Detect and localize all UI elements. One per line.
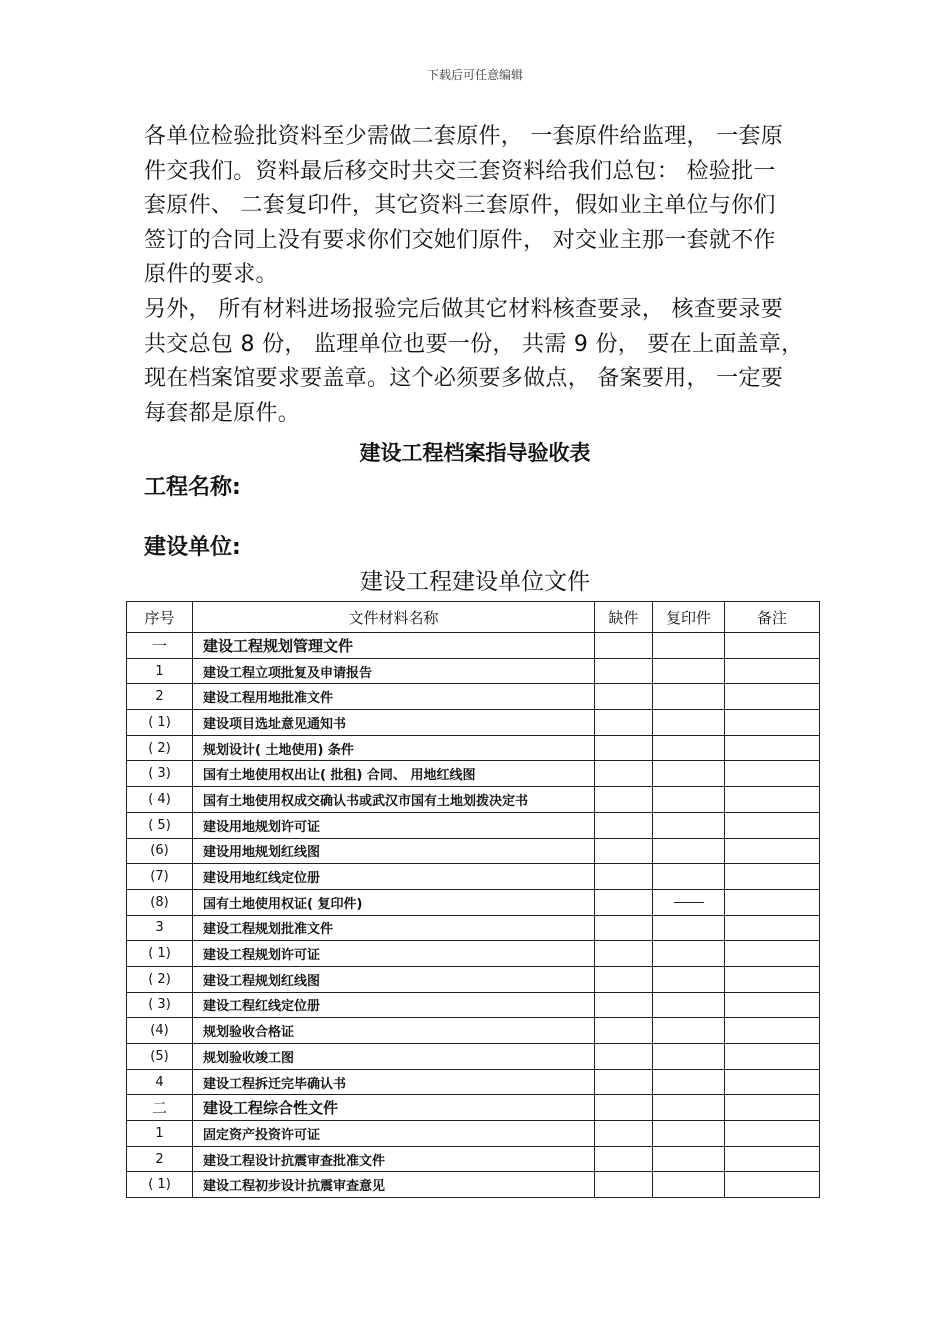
document-name-cell: 规划验收合格证 bbox=[193, 1018, 595, 1044]
serial-cell: (5) bbox=[127, 1044, 193, 1070]
serial-cell: 二 bbox=[127, 1095, 193, 1121]
document-name-cell: 建设工程设计抗震审查批准文件 bbox=[193, 1146, 595, 1172]
missing-cell bbox=[595, 812, 653, 838]
serial-cell: ( 2) bbox=[127, 735, 193, 761]
document-name-cell: 固定资产投资许可证 bbox=[193, 1121, 595, 1147]
missing-cell bbox=[595, 889, 653, 915]
copy-cell bbox=[653, 1018, 725, 1044]
header-copy: 复印件 bbox=[653, 602, 725, 633]
remarks-cell bbox=[725, 966, 820, 992]
remarks-cell bbox=[725, 1095, 820, 1121]
missing-cell bbox=[595, 992, 653, 1018]
missing-cell bbox=[595, 1069, 653, 1095]
project-name-field: 工程名称: bbox=[144, 475, 241, 500]
remarks-cell bbox=[725, 684, 820, 710]
document-name-cell: 建设工程用地批准文件 bbox=[193, 684, 595, 710]
remarks-cell bbox=[725, 1121, 820, 1147]
paragraph-2 bbox=[144, 293, 814, 431]
table-header-row bbox=[127, 602, 820, 633]
paragraph-1-line: 套原件、 二套复印件，其它资料三套原件，假如业主单位与你们 bbox=[144, 193, 776, 219]
remarks-cell bbox=[725, 761, 820, 787]
serial-cell: ( 3) bbox=[127, 992, 193, 1018]
missing-cell bbox=[595, 633, 653, 659]
paragraph-1-line: 签订的合同上没有要求你们交她们原件， 对交业主那一套就不作 bbox=[144, 227, 776, 253]
document-name-cell: 建设工程规划红线图 bbox=[193, 966, 595, 992]
owner-unit-field: 建设单位: bbox=[144, 535, 241, 560]
document-name-cell: 建设工程规划许可证 bbox=[193, 941, 595, 967]
paragraph-2-line: 每套都是原件。 bbox=[144, 400, 301, 426]
document-name-cell: 建设工程规划批准文件 bbox=[193, 915, 595, 941]
serial-cell: 1 bbox=[127, 1121, 193, 1147]
document-name-cell: 建设工程综合性文件 bbox=[193, 1095, 595, 1121]
serial-cell: (4) bbox=[127, 1018, 193, 1044]
missing-cell bbox=[595, 864, 653, 890]
remarks-cell bbox=[725, 1044, 820, 1070]
serial-cell: (7) bbox=[127, 864, 193, 890]
copy-cell bbox=[653, 915, 725, 941]
copy-cell bbox=[653, 1121, 725, 1147]
table-row bbox=[127, 915, 820, 941]
table-row bbox=[127, 1121, 820, 1147]
missing-cell bbox=[595, 710, 653, 736]
table-row bbox=[127, 658, 820, 684]
document-name-cell: 建设用地规划红线图 bbox=[193, 838, 595, 864]
document-name-cell: 建设工程红线定位册 bbox=[193, 992, 595, 1018]
table-row bbox=[127, 735, 820, 761]
remarks-cell bbox=[725, 787, 820, 813]
copy-cell bbox=[653, 633, 725, 659]
copy-cell bbox=[653, 864, 725, 890]
document-name-cell: 建设工程拆迁完毕确认书 bbox=[193, 1069, 595, 1095]
document-name-cell: 建设工程规划管理文件 bbox=[193, 633, 595, 659]
table-row bbox=[127, 1172, 820, 1198]
missing-cell bbox=[595, 966, 653, 992]
document-name-cell: 建设项目选址意见通知书 bbox=[193, 710, 595, 736]
copy-cell bbox=[653, 838, 725, 864]
table-row bbox=[127, 889, 820, 915]
table-row bbox=[127, 1044, 820, 1070]
header-missing: 缺件 bbox=[595, 602, 653, 633]
paragraph-2-line: 现在档案馆要求要盖章。这个必须要多做点， 备案要用， 一定要 bbox=[144, 366, 783, 392]
paragraph-1-line: 各单位检验批资料至少需做二套原件， 一套原件给监理， 一套原 bbox=[144, 124, 783, 149]
copy-cell bbox=[653, 812, 725, 838]
serial-cell: 1 bbox=[127, 658, 193, 684]
table-title: 建设工程建设单位文件 bbox=[360, 569, 590, 595]
section-row bbox=[127, 1095, 820, 1121]
remarks-cell bbox=[725, 812, 820, 838]
serial-cell: 3 bbox=[127, 915, 193, 941]
table-body bbox=[127, 633, 820, 1198]
table-row bbox=[127, 761, 820, 787]
missing-cell bbox=[595, 684, 653, 710]
serial-cell: 2 bbox=[127, 684, 193, 710]
document-name-cell: 国有土地使用权证( 复印件) bbox=[193, 889, 595, 915]
missing-cell bbox=[595, 658, 653, 684]
missing-cell bbox=[595, 1044, 653, 1070]
copy-cell bbox=[653, 787, 725, 813]
missing-cell bbox=[595, 735, 653, 761]
remarks-cell bbox=[725, 658, 820, 684]
serial-cell: ( 1) bbox=[127, 1172, 193, 1198]
document-name-cell: 建设工程立项批复及申请报告 bbox=[193, 658, 595, 684]
header-serial: 序号 bbox=[127, 602, 193, 633]
serial-cell: (6) bbox=[127, 838, 193, 864]
remarks-cell bbox=[725, 864, 820, 890]
serial-cell: 4 bbox=[127, 1069, 193, 1095]
remarks-cell bbox=[725, 1172, 820, 1198]
serial-cell: ( 4) bbox=[127, 787, 193, 813]
document-name-cell: 建设用地规划许可证 bbox=[193, 812, 595, 838]
remarks-cell bbox=[725, 992, 820, 1018]
table-row bbox=[127, 812, 820, 838]
remarks-cell bbox=[725, 633, 820, 659]
form-title: 建设工程档案指导验收表 bbox=[359, 441, 591, 465]
table-row bbox=[127, 992, 820, 1018]
section-row bbox=[127, 633, 820, 659]
copy-cell bbox=[653, 992, 725, 1018]
missing-cell bbox=[595, 1095, 653, 1121]
serial-cell: (8) bbox=[127, 889, 193, 915]
document-name-cell: 规划验收竣工图 bbox=[193, 1044, 595, 1070]
missing-cell bbox=[595, 1146, 653, 1172]
remarks-cell bbox=[725, 1069, 820, 1095]
missing-cell bbox=[595, 838, 653, 864]
copy-cell bbox=[653, 658, 725, 684]
document-name-cell: 国有土地使用权成交确认书或武汉市国有土地划拨决定书 bbox=[193, 787, 595, 813]
paragraph-1-line: 原件的要求。 bbox=[144, 262, 278, 288]
remarks-cell bbox=[725, 1018, 820, 1044]
copy-cell bbox=[653, 735, 725, 761]
copy-cell bbox=[653, 941, 725, 967]
copy-cell bbox=[653, 1146, 725, 1172]
copy-cell bbox=[653, 1172, 725, 1198]
serial-cell: ( 2) bbox=[127, 966, 193, 992]
document-name-cell: 规划设计( 土地使用) 条件 bbox=[193, 735, 595, 761]
header-remarks: 备注 bbox=[725, 602, 820, 633]
table-row bbox=[127, 1069, 820, 1095]
copy-cell bbox=[653, 710, 725, 736]
remarks-cell bbox=[725, 1146, 820, 1172]
copy-cell bbox=[653, 966, 725, 992]
document-name-cell: 建设用地红线定位册 bbox=[193, 864, 595, 890]
dash-mark bbox=[674, 902, 704, 903]
copy-cell bbox=[653, 1044, 725, 1070]
serial-cell: ( 1) bbox=[127, 710, 193, 736]
table-row bbox=[127, 710, 820, 736]
document-name-cell: 国有土地使用权出让( 批租) 合同、 用地红线图 bbox=[193, 761, 595, 787]
header-note: 下载后可任意编辑 bbox=[426, 68, 523, 82]
missing-cell bbox=[595, 1172, 653, 1198]
missing-cell bbox=[595, 761, 653, 787]
remarks-cell bbox=[725, 915, 820, 941]
serial-cell: ( 5) bbox=[127, 812, 193, 838]
document-checklist-table bbox=[126, 601, 820, 1198]
table-row bbox=[127, 966, 820, 992]
document-name-cell: 建设工程初步设计抗震审查意见 bbox=[193, 1172, 595, 1198]
paragraph-2-line: 共交总包 8 份， 监理单位也要一份， 共需 9 份， 要在上面盖章， bbox=[144, 331, 804, 357]
remarks-cell bbox=[725, 941, 820, 967]
table-row bbox=[127, 787, 820, 813]
missing-cell bbox=[595, 1018, 653, 1044]
missing-cell bbox=[595, 941, 653, 967]
remarks-cell bbox=[725, 838, 820, 864]
remarks-cell bbox=[725, 710, 820, 736]
missing-cell bbox=[595, 787, 653, 813]
copy-cell bbox=[653, 684, 725, 710]
copy-cell bbox=[653, 889, 725, 915]
table-row bbox=[127, 684, 820, 710]
serial-cell: ( 1) bbox=[127, 941, 193, 967]
remarks-cell bbox=[725, 735, 820, 761]
copy-cell bbox=[653, 1095, 725, 1121]
copy-cell bbox=[653, 761, 725, 787]
serial-cell: 一 bbox=[127, 633, 193, 659]
paragraph-1-line: 件交我们。资料最后移交时共交三套资料给我们总包： 检验批一 bbox=[144, 158, 776, 184]
header-document-name: 文件材料名称 bbox=[193, 602, 595, 633]
table-row bbox=[127, 864, 820, 890]
paragraph-2-line: 另外， 所有材料进场报验完后做其它材料核查要录， 核查要录要 bbox=[144, 297, 783, 322]
table-row bbox=[127, 838, 820, 864]
paragraph-1 bbox=[144, 120, 814, 293]
copy-cell bbox=[653, 1069, 725, 1095]
missing-cell bbox=[595, 1121, 653, 1147]
serial-cell: 2 bbox=[127, 1146, 193, 1172]
remarks-cell bbox=[725, 889, 820, 915]
table-row bbox=[127, 1146, 820, 1172]
table-row bbox=[127, 941, 820, 967]
table-row bbox=[127, 1018, 820, 1044]
missing-cell bbox=[595, 915, 653, 941]
serial-cell: ( 3) bbox=[127, 761, 193, 787]
